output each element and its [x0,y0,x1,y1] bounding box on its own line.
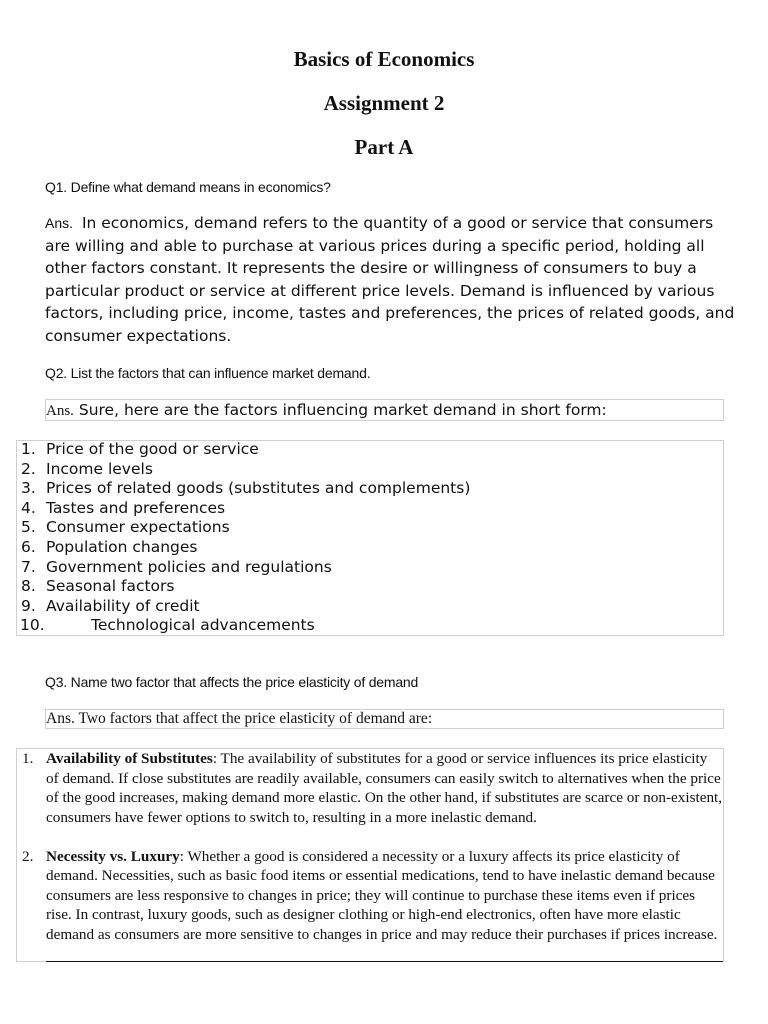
question-1: Q1. Define what demand means in economics? [45,179,331,195]
list-item-text: Seasonal factors [46,577,175,596]
list-item-text: Population changes [46,538,198,556]
answer-2-text: Sure, here are the factors influencing market demand in short form: [78,401,607,419]
answer-1-text: In economics, demand refers to the quantity of a good or service that consumers are willing and able to purchase at various prices during a specific period, holding all other factors constant. It represents the desire or willingness of consumers to buy a particular product or service at different price levels. Demand is influenced by various factors, including price, income, tastes and preferences, the prices of related goods, and consumer expectations. [45,214,735,345]
document-title: Basics of Economics [293,47,475,71]
answer-3-box [45,709,724,729]
list-bottom-rule [46,961,723,962]
list-item-term: Availability of Substitutes [46,750,213,767]
answer-1 [45,212,735,348]
list-item-number: 5. [21,518,36,537]
list-item-number: 4. [21,498,36,517]
list-item-text: Tastes and preferences [46,498,226,517]
answer-3-text: Ans. Two factors that affect the price elasticity of demand are: [46,710,433,727]
demand-factors-list [16,440,724,636]
list-item-text: Availability of credit [46,596,200,615]
part-heading: Part A [354,135,414,159]
list-item-text: Price of the good or service [46,440,259,458]
list-item-number: 2. [21,459,36,478]
question-3: Q3. Name two factor that affects the price elasticity of demand [45,674,419,690]
list-item-description: : The availability of substitutes for a good or service influences its price elasticity of demand. If close substitutes are readily available, consumers can easily switch to alternatives when the price of the good increases, making demand more elastic. On the other hand, if substitutes are scarce or non-existent, consumers have fewer options to switch to, resulting in a more inelastic demand. [46,750,723,826]
list-item-number: 10. [20,616,45,635]
answer-2-label: Ans. [46,403,74,419]
list-item-number: 7. [21,557,36,576]
list-item-text: Consumer expectations [46,518,230,537]
list-item-term: Necessity vs. Luxury [46,847,180,865]
list-item-number: 9. [21,596,36,615]
answer-1-label: Ans. [45,215,74,231]
list-item-text: Technological advancements [91,616,315,635]
assignment-heading: Assignment 2 [323,91,445,115]
list-item-number: 2. [22,847,34,865]
list-item-text: Government policies and regulations [46,557,332,576]
list-item-number: 8. [21,577,36,596]
answer-2-box [45,399,724,421]
list-item-text [46,847,723,945]
question-2: Q2. List the factors that can influence market demand. [45,365,371,381]
elasticity-factors-list [16,748,724,962]
list-item-description: : Whether a good is considered a necessity or a luxury affects its price elasticity of demand. Necessities, such as basic food items or essential medications, tend to have inelastic demand because consumers are less responsive to changes in price; they will continue to purchase these items even if prices rise. In contrast, luxury goods, such as designer clothing or high-end electronics, often have more elastic demand as consumers are more sensitive to changes in price and may reduce their purchases if prices increase. [46,847,718,943]
list-item [17,847,723,945]
list-item-text: Prices of related goods (substitutes and complements) [46,479,471,498]
list-item-number: 1. [22,750,34,767]
list-item-number: 3. [21,479,36,498]
list-item [17,749,723,827]
list-item-number: 6. [21,538,36,556]
list-item-number: 1. [21,440,36,458]
list-item-text: Income levels [46,459,153,478]
list-item-text [46,749,723,827]
